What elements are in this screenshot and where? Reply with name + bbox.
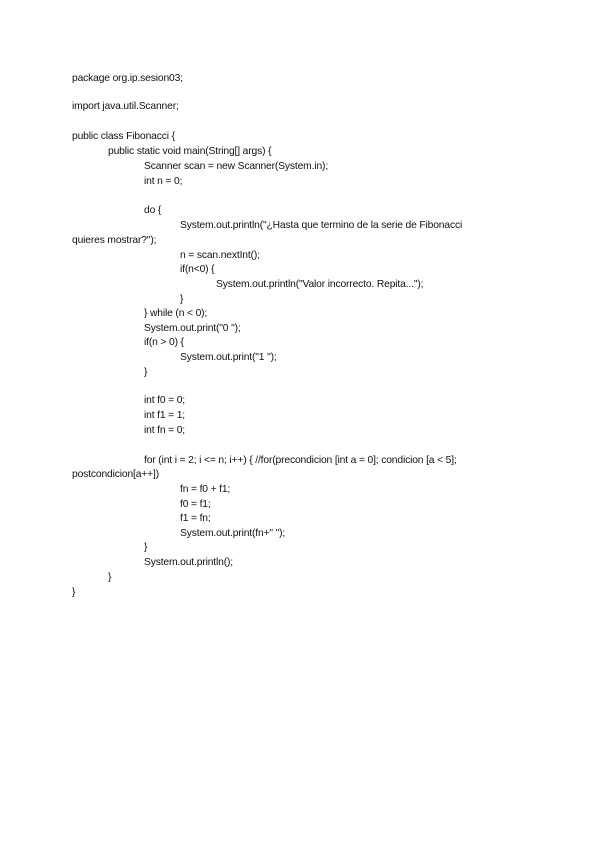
code-line: int f1 = 1; [144,410,185,421]
code-line: System.out.println(); [144,557,233,568]
code-line: int f0 = 0; [144,395,185,406]
code-line: } [180,294,184,305]
code-line: } [72,587,76,598]
code-line: postcondicion[a++]) [72,469,160,480]
code-line: if(n > 0) { [144,337,184,348]
code-line: for (int i = 2; i <= n; i++) { //for(precondicion [int a = 0]; condicion [a < 5]; [144,455,457,466]
code-line: fn = f0 + f1; [180,484,231,495]
code-line: } [144,367,148,378]
code-line: int fn = 0; [144,425,185,436]
code-line: System.out.print(fn+" "); [180,528,286,539]
code-line: if(n<0) { [180,264,215,275]
code-line: import java.util.Scanner; [72,101,179,112]
code-line: System.out.print("0 "); [144,323,241,334]
code-line: System.out.println("¿Hasta que termino de la serie de Fibonacci [180,220,463,231]
code-line: do { [144,205,162,216]
code-line: System.out.print("1 "); [180,352,277,363]
code-line: System.out.println("Valor incorrecto. Repita..."); [216,279,424,290]
code-line: quieres mostrar?"); [72,235,157,246]
code-line: package org.ip.sesion03; [72,73,183,84]
code-line: public static void main(String[] args) { [108,146,272,157]
code-line: public class Fibonacci { [72,131,175,142]
code-line: Scanner scan = new Scanner(System.in); [144,161,329,172]
code-line: n = scan.nextInt(); [180,250,260,261]
code-line: f0 = f1; [180,499,211,510]
code-line: int n = 0; [144,176,183,187]
code-line: } [144,542,148,553]
code-line: } [108,572,112,583]
code-line: f1 = fn; [180,513,211,524]
code-line: } while (n < 0); [144,308,208,319]
